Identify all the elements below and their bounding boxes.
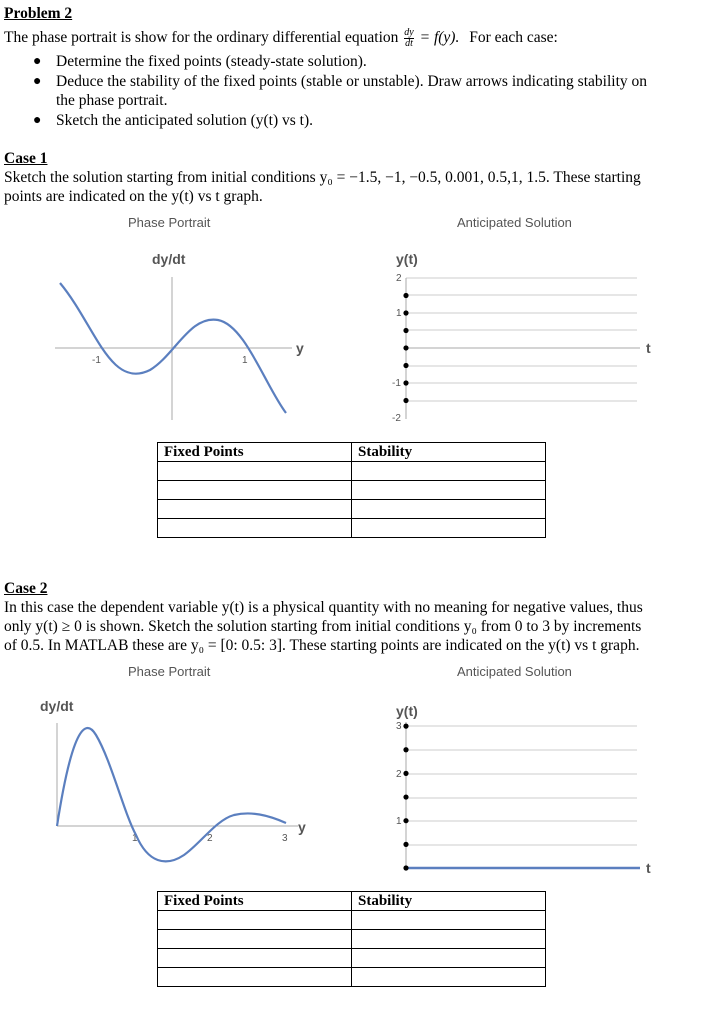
table-row[interactable] [158,519,546,538]
solution-gridlines [406,278,637,401]
fixed-point-cell[interactable] [158,462,352,481]
case2-solution-caption: Anticipated Solution [457,664,572,679]
stability-cell[interactable] [352,500,546,519]
table-row[interactable] [158,930,546,949]
fixed-point-cell[interactable] [158,481,352,500]
solution-tlabel: t [646,340,651,356]
stability-cell[interactable] [352,968,546,987]
phase-tick-label: 2 [207,833,213,844]
case1-fixed-points-table [157,442,546,538]
stability-cell[interactable] [352,911,546,930]
table-row[interactable] [158,500,546,519]
initial-condition-point [403,380,408,385]
solution-tlabel: t [646,860,651,875]
phase-tick-label: 1 [242,355,248,366]
stability-cell[interactable] [352,481,546,500]
initial-condition-point [403,747,408,752]
solution-tick-label: 2 [396,769,402,780]
table-row[interactable] [158,911,546,930]
case2-phase-caption: Phase Portrait [128,664,211,679]
problem-intro [4,28,558,49]
case2-fixed-points-table [157,891,546,987]
initial-condition-point [403,310,408,315]
phase-ylabel: dy/dt [40,698,74,714]
bullet-2: Deduce the stability of the fixed points (stable or unstable). Draw arrows indicating stability on [56,73,648,90]
bullet-icon: ● [33,113,42,128]
case1-solution-plot [360,250,660,430]
case2-solution-plot [360,700,660,875]
table-header-fixed-points: Fixed Points [158,443,352,462]
case1-line1: Sketch the solution starting from initial conditions y₀ = −1.5, −1, −0.5, 0.001, 0.5,1, 1.5. These starting [4,169,641,186]
initial-condition-point [403,818,408,823]
case2-line1: In this case the dependent variable y(t) is a physical quantity with no meaning for negative values, thus [4,599,643,616]
initial-condition-point [403,293,408,298]
initial-condition-point [403,794,408,799]
ode-fraction [404,28,413,49]
solution-ylabel: y(t) [396,703,418,719]
solution-tick-label: -1 [392,378,401,389]
case1-phase-portrait [40,245,340,430]
phase-curve [57,728,286,861]
case1-title: Case 1 [4,150,48,167]
phase-tick-label: 3 [282,833,288,844]
initial-condition-point [403,771,408,776]
phase-xlabel: y [296,340,304,356]
initial-condition-point [403,865,408,870]
phase-xlabel: y [298,819,306,835]
stability-cell[interactable] [352,519,546,538]
bullet-2-cont: the phase portrait. [56,92,168,109]
table-row[interactable] [158,462,546,481]
ode-numerator: dy [404,27,414,38]
case2-phase-portrait [36,695,336,870]
problem-title: Problem 2 [4,5,73,22]
solution-tick-label: 1 [396,308,402,319]
intro-tail: For each case: [469,29,558,47]
phase-tick-label: 1 [132,833,138,844]
solution-tick-label: 2 [396,273,402,284]
bullet-3: Sketch the anticipated solution (y(t) vs t). [56,112,313,129]
fixed-point-cell[interactable] [158,968,352,987]
stability-cell[interactable] [352,949,546,968]
case1-phase-caption: Phase Portrait [128,215,211,230]
table-row[interactable] [158,968,546,987]
bullet-icon: ● [33,54,42,69]
solution-gridlines [406,726,637,845]
fixed-point-cell[interactable] [158,911,352,930]
fixed-point-cell[interactable] [158,949,352,968]
table-header-row [158,443,546,462]
solution-tick-label: -2 [392,413,401,424]
case2-line2: only y(t) ≥ 0 is shown. Sketch the solution starting from initial conditions y₀ from 0 to 3 by increments [4,618,642,635]
phase-tick-label: -1 [92,355,101,366]
fixed-point-cell[interactable] [158,500,352,519]
ode-rhs: = f(y). [419,29,460,47]
stability-cell[interactable] [352,930,546,949]
case2-title: Case 2 [4,580,48,597]
bullet-1: Determine the fixed points (steady-state solution). [56,53,367,70]
initial-condition-point [403,842,408,847]
solution-tick-label: 1 [396,816,402,827]
table-row[interactable] [158,949,546,968]
ode-denominator: dt [405,38,413,49]
table-header-fixed-points: Fixed Points [158,892,352,911]
table-row[interactable] [158,481,546,500]
initial-condition-point [403,363,408,368]
fixed-point-cell[interactable] [158,519,352,538]
initial-condition-point [403,398,408,403]
table-header-row [158,892,546,911]
initial-condition-point [403,328,408,333]
solution-tick-label: 3 [396,721,402,732]
case1-solution-caption: Anticipated Solution [457,215,572,230]
table-header-stability: Stability [352,443,546,462]
initial-condition-point [403,345,408,350]
fixed-point-cell[interactable] [158,930,352,949]
case1-line2: points are indicated on the y(t) vs t graph. [4,188,263,205]
stability-cell[interactable] [352,462,546,481]
case2-line3: of 0.5. In MATLAB these are y₀ = [0: 0.5: 3]. These starting points are indicated on the y(t) vs t graph. [4,637,640,654]
initial-condition-point [403,724,408,729]
table-header-stability: Stability [352,892,546,911]
phase-ylabel: dy/dt [152,251,186,267]
bullet-icon: ● [33,74,42,89]
solution-ylabel: y(t) [396,251,418,267]
intro-text: The phase portrait is show for the ordinary differential equation [4,29,399,47]
